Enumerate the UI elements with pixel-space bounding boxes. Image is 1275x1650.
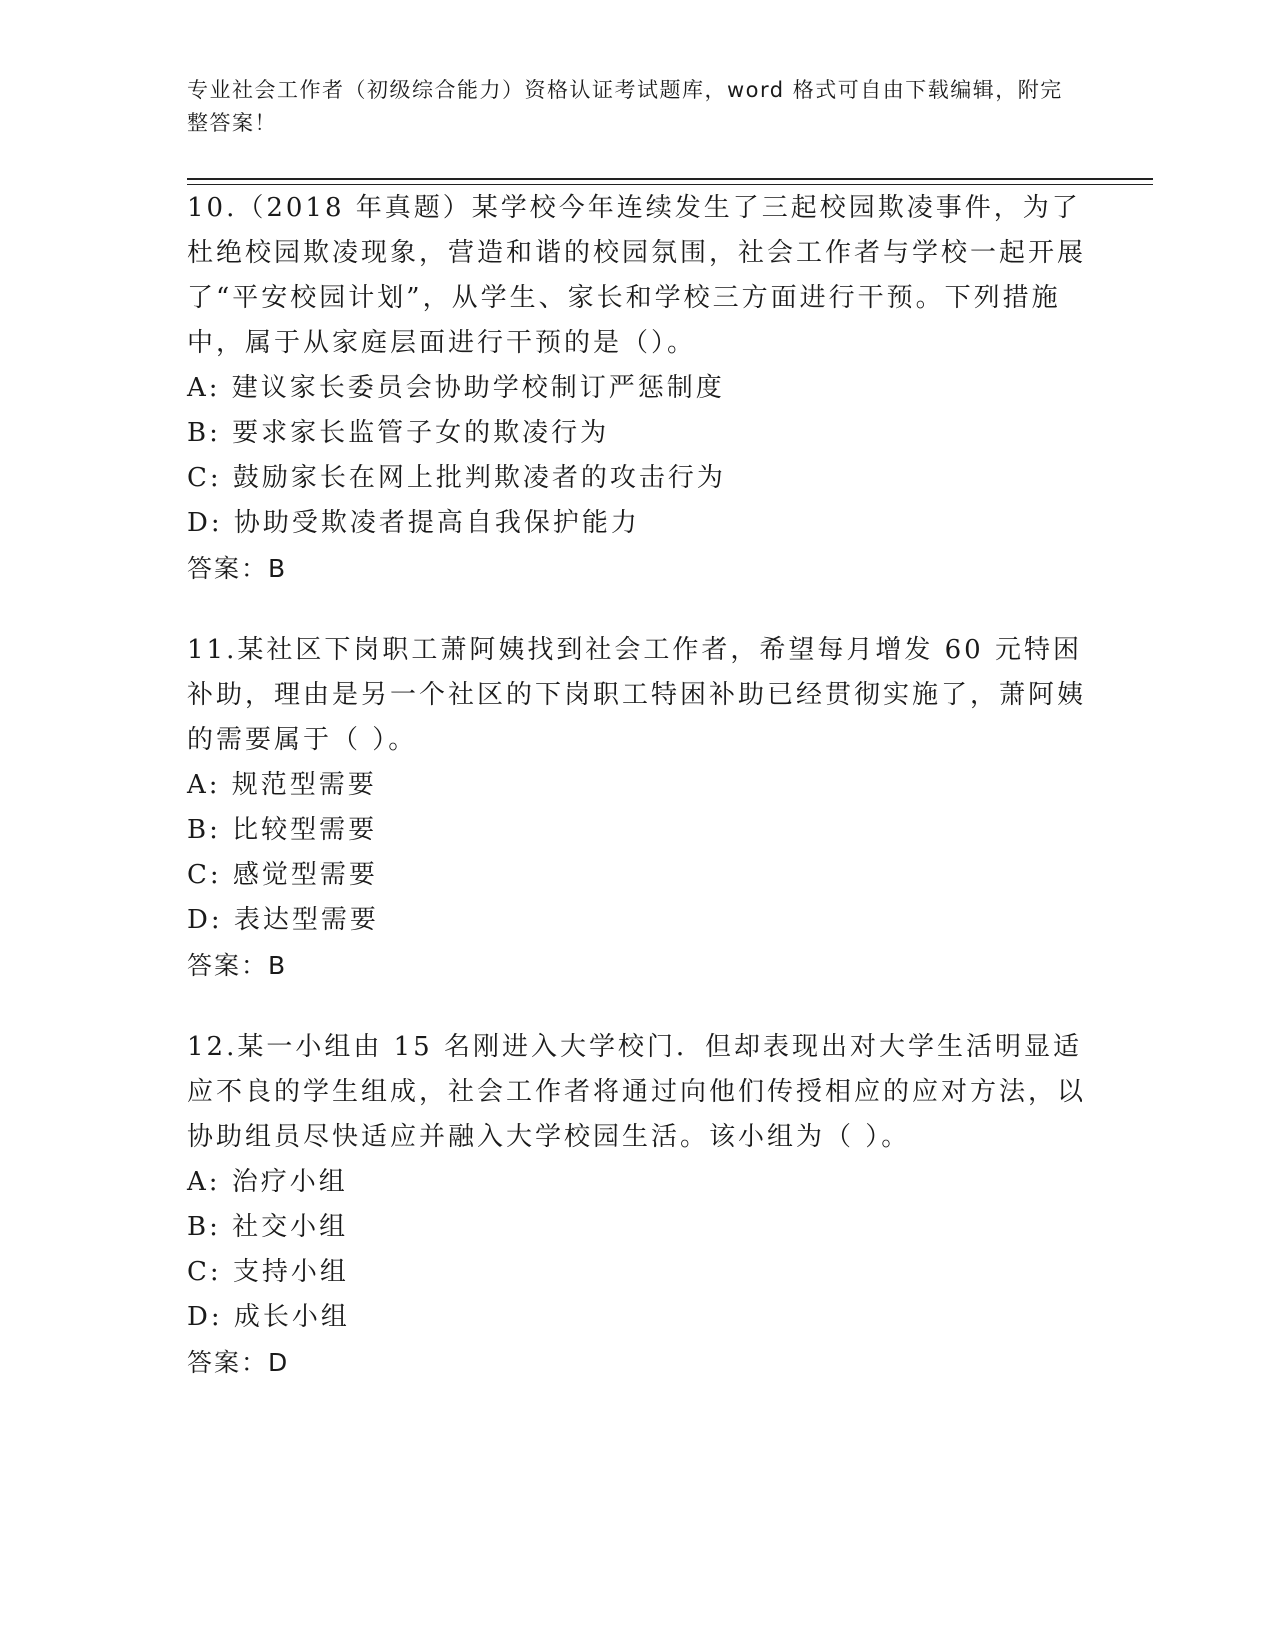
answer: 答案：B [187,554,288,583]
option-b: B: 要求家长监管子女的欺凌行为 [187,418,610,448]
option-c: C: 支持小组 [187,1257,349,1287]
question-stem: 12.某一小组由 15 名刚进入大学校门．但却表现出对大学生活明显适应不良的学生组成，社会工作者将通过向他们传授相应的应对方法，以协助组员尽快适应并融入大学校园生活。该小组为（ ）。 [187,1032,1087,1152]
option-b: B: 社交小组 [187,1212,349,1242]
page-header: 专业社会工作者（初级综合能力）资格认证考试题库，word 格式可自由下载编辑，附完整答案！ [187,78,1063,135]
option-a: A: 治疗小组 [187,1167,348,1197]
question-12 [187,1025,1087,1385]
answer: 答案：D [187,1348,290,1377]
option-c: C: 感觉型需要 [187,860,378,890]
header-divider-thick [187,178,1153,180]
option-d: D: 协助受欺凌者提高自我保护能力 [187,508,640,538]
header-divider-thin [187,184,1153,185]
question-10 [187,186,1087,591]
question-stem: 10.（2018 年真题）某学校今年连续发生了三起校园欺凌事件，为了杜绝校园欺凌现象，营造和谐的校园氛围，社会工作者与学校一起开展了“平安校园计划”，从学生、家长和学校三方面进行干预。下列措施中，属于从家庭层面进行干预的是（）。 [187,193,1087,358]
option-b: B: 比较型需要 [187,815,378,845]
question-11 [187,628,1087,988]
option-a: A: 规范型需要 [187,770,377,800]
option-c: C: 鼓励家长在网上批判欺凌者的攻击行为 [187,463,726,493]
answer: 答案：B [187,951,288,980]
option-a: A: 建议家长委员会协助学校制订严惩制度 [187,373,725,403]
option-d: D: 表达型需要 [187,905,379,935]
option-d: D: 成长小组 [187,1302,350,1332]
question-stem: 11.某社区下岗职工萧阿姨找到社会工作者，希望每月增发 60 元特困补助，理由是另一个社区的下岗职工特困补助已经贯彻实施了，萧阿姨的需要属于（ ）。 [187,635,1087,755]
